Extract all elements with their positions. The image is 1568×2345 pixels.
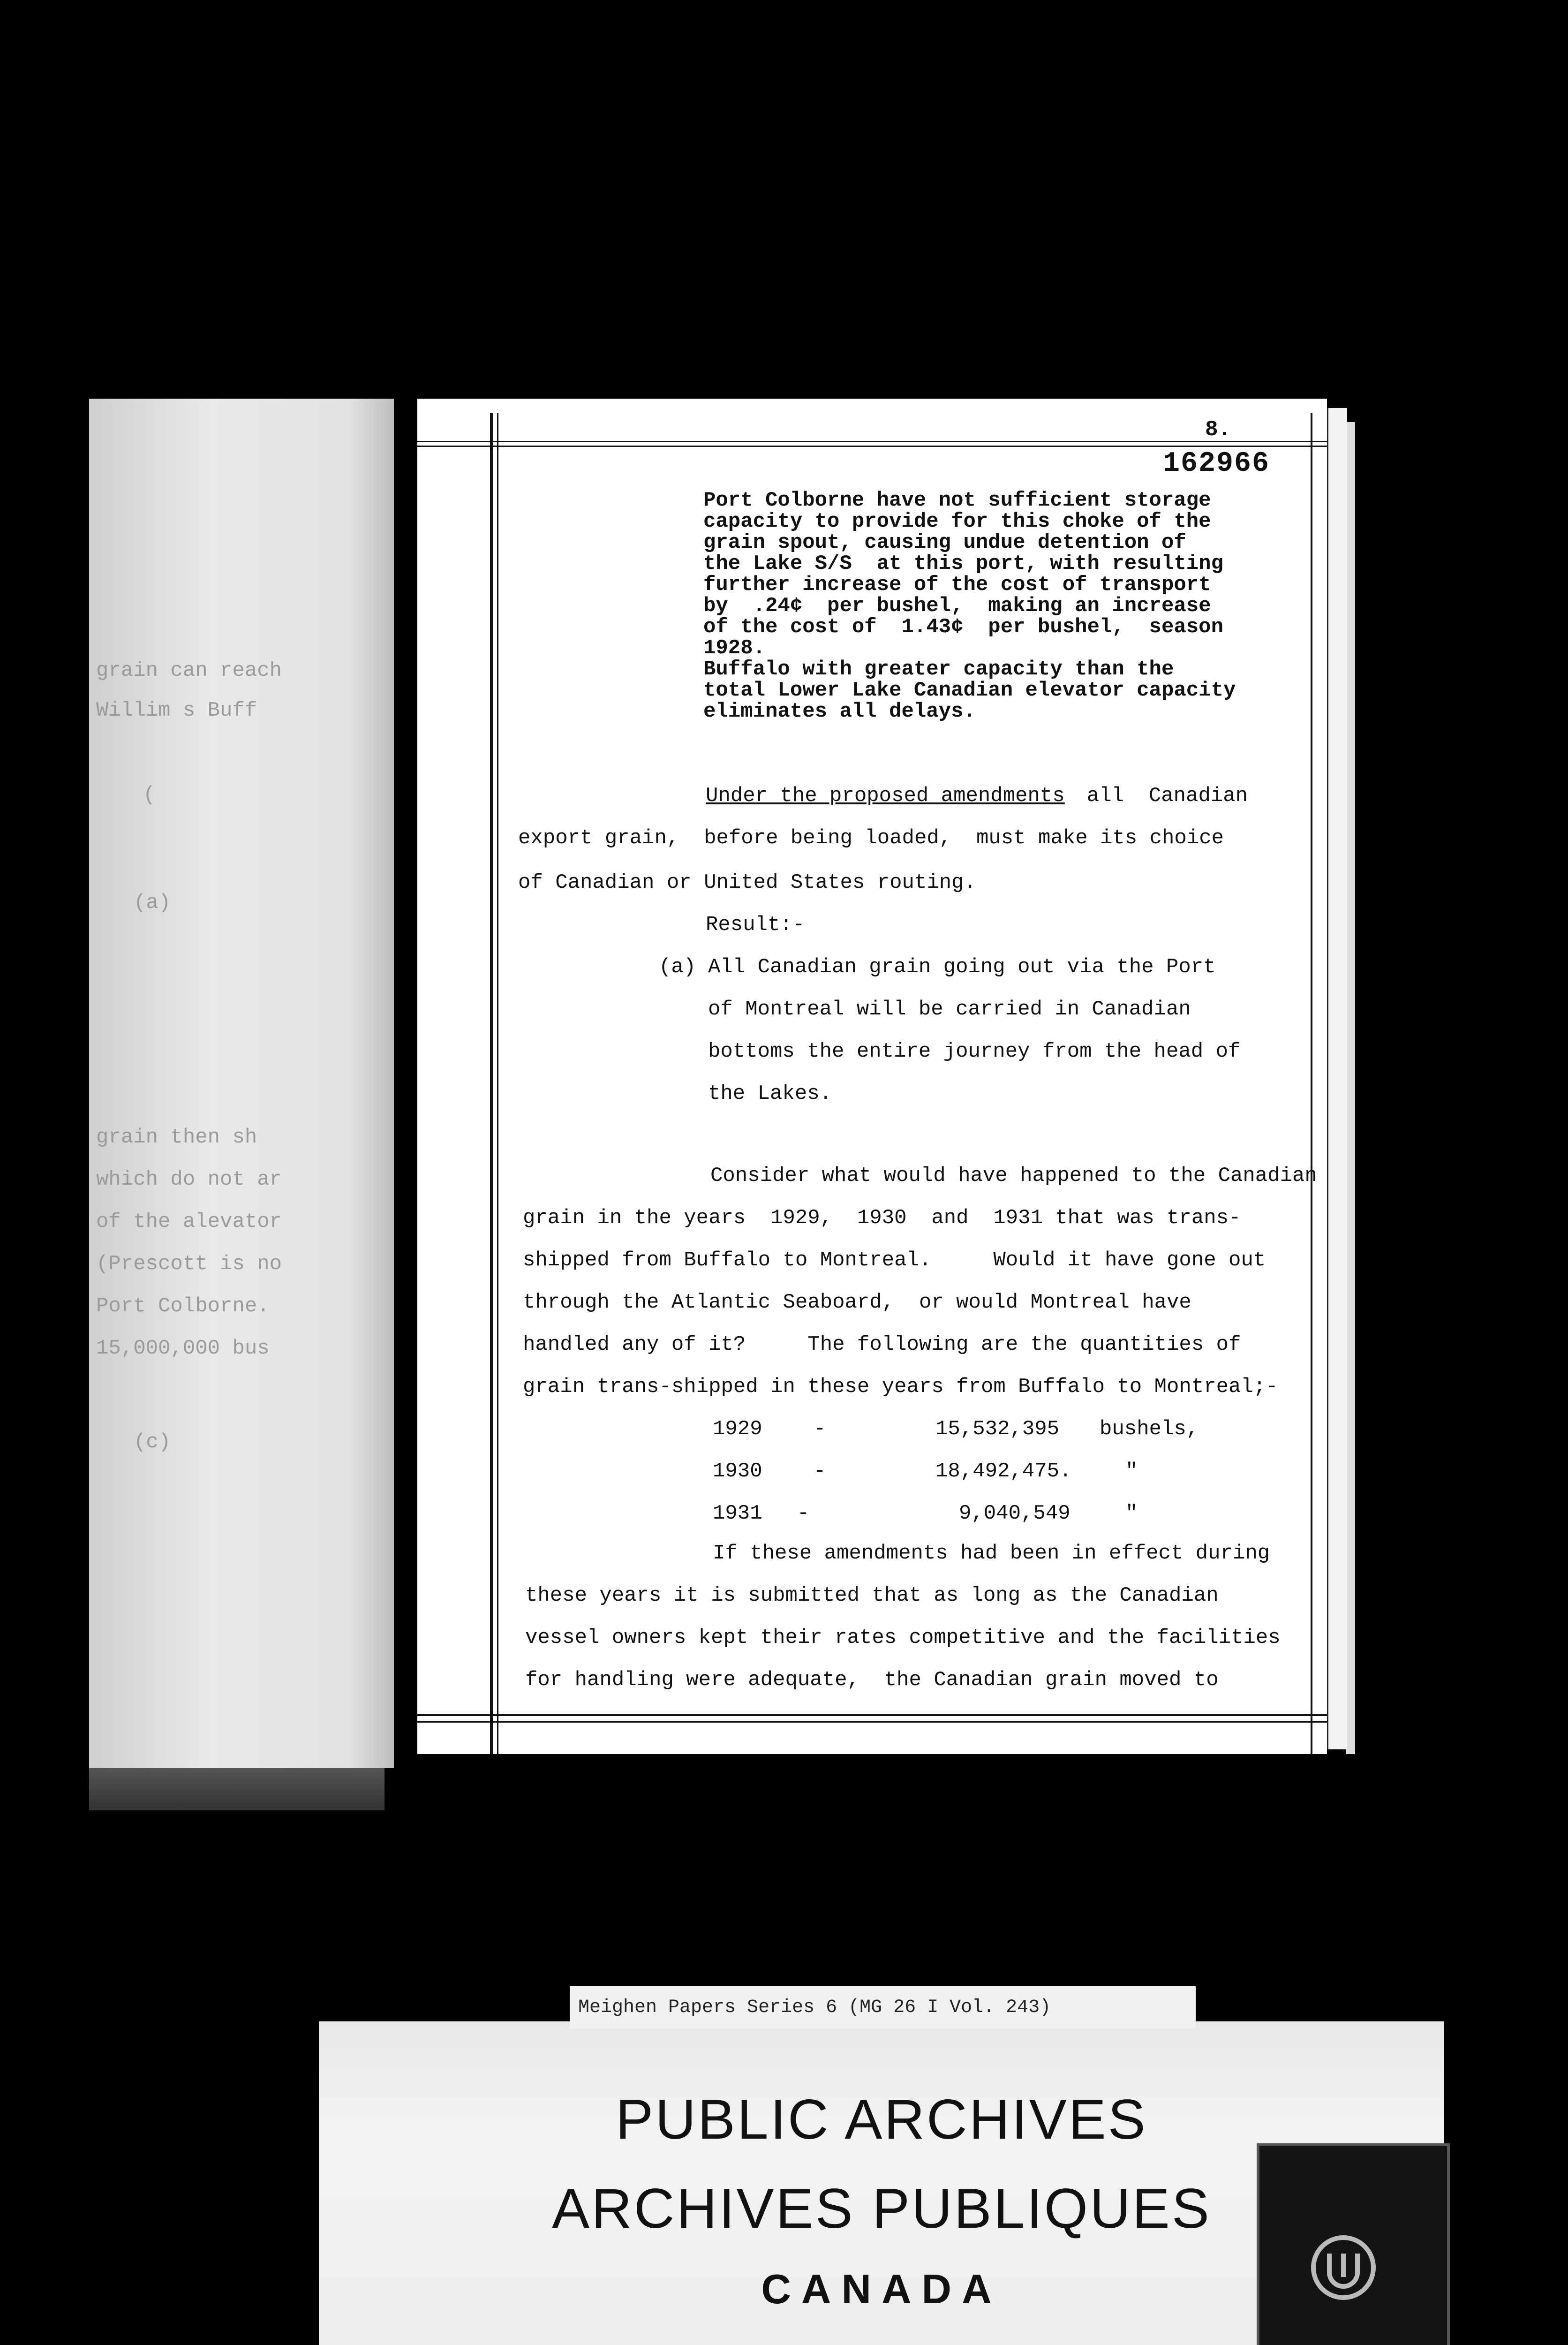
left-fragment: which do not ar xyxy=(96,1168,282,1191)
list-item-line: bottoms the entire journey from the head of xyxy=(708,1040,1241,1063)
table-cell-unit: bushels, xyxy=(1100,1417,1199,1441)
archives-seal-icon xyxy=(1308,2232,1379,2303)
page-number: 8. xyxy=(1205,417,1231,442)
table-cell-unit: " xyxy=(1125,1460,1138,1483)
paragraph-line: all Canadian xyxy=(1062,784,1248,808)
paragraph-line: through the Atlantic Seaboard, or would Montreal have xyxy=(523,1291,1191,1314)
paragraph-line: total Lower Lake Canadian elevator capacity xyxy=(703,679,1236,702)
table-cell-unit: " xyxy=(1125,1502,1138,1525)
amendments-heading: Under the proposed amendments xyxy=(706,784,1065,808)
paragraph-line: of Canadian or United States routing. xyxy=(518,871,976,894)
paragraph-line: Buffalo with greater capacity than the xyxy=(703,658,1174,681)
margin-rule xyxy=(497,413,498,1754)
archive-country: CANADA xyxy=(761,2266,1002,2312)
page-stack-edge xyxy=(1327,408,1347,1749)
left-facing-page xyxy=(89,399,394,1768)
margin-rule xyxy=(1311,413,1312,1754)
archive-title-french: ARCHIVES PUBLIQUES xyxy=(552,2177,1211,2240)
left-fragment: (Prescott is no xyxy=(96,1252,282,1276)
footer-rule xyxy=(417,1714,1327,1716)
left-fragment: Willim s Buff xyxy=(96,699,257,722)
paragraph-line: eliminates all delays. xyxy=(703,700,976,723)
footer-rule xyxy=(417,1721,1327,1723)
paragraph-line: for handling were adequate, the Canadian grain moved to xyxy=(525,1668,1219,1692)
paragraph-line: Consider what would have happened to the Canadian xyxy=(710,1164,1317,1188)
table-cell-amount: 18,492,475. xyxy=(935,1460,1072,1483)
table-cell-amount: 9,040,549 xyxy=(959,1502,1070,1525)
table-cell-amount: 15,532,395 xyxy=(935,1417,1060,1441)
paragraph-line: handled any of it? The following are the quantities of xyxy=(523,1333,1241,1356)
table-cell-dash: - xyxy=(797,1502,810,1525)
list-item-line: the Lakes. xyxy=(708,1082,832,1105)
left-fragment: (a) xyxy=(134,891,171,915)
document-number: 162966 xyxy=(1163,448,1270,480)
left-fragment: of the alevator xyxy=(96,1210,282,1233)
paragraph-line: Port Colborne have not sufficient storage xyxy=(703,489,1211,512)
table-cell-year: 1931 xyxy=(713,1502,762,1525)
list-item-line: All Canadian grain going out via the Port xyxy=(708,955,1216,979)
paragraph-line: grain spout, causing undue detention of xyxy=(703,531,1186,554)
table-cell-dash: - xyxy=(814,1417,826,1441)
paragraph-line: by .24¢ per bushel, making an increase xyxy=(703,594,1211,618)
left-fragment: (c) xyxy=(134,1430,171,1454)
paragraph-line: of the cost of 1.43¢ per bushel, season xyxy=(703,615,1223,639)
left-fragment: ( xyxy=(143,783,156,807)
series-label: Meighen Papers Series 6 (MG 26 I Vol. 243) xyxy=(570,1986,1196,2028)
paragraph-line: 1928. xyxy=(703,636,766,660)
left-fragment: 15,000,000 bus xyxy=(96,1337,270,1360)
paragraph-line: the Lake S/S at this port, with resulting xyxy=(703,552,1223,575)
paragraph-line: grain trans-shipped in these years from Buffalo to Montreal;- xyxy=(523,1375,1278,1399)
table-cell-year: 1929 xyxy=(713,1417,762,1441)
paragraph-line: vessel owners kept their rates competitive and the facilities xyxy=(525,1626,1281,1649)
left-fragment: Port Colborne. xyxy=(96,1294,270,1318)
list-marker: (a) xyxy=(659,955,696,979)
paragraph-line: If these amendments had been in effect during xyxy=(713,1542,1270,1565)
result-label: Result:- xyxy=(706,913,805,937)
paragraph-line: further increase of the cost of transport xyxy=(703,573,1211,597)
table-cell-year: 1930 xyxy=(713,1460,762,1483)
left-page-edge xyxy=(89,1768,384,1810)
margin-rule xyxy=(490,413,493,1754)
paragraph-line: capacity to provide for this choke of the xyxy=(703,510,1211,533)
paragraph-line: export grain, before being loaded, must make its choice xyxy=(518,826,1224,850)
list-item-line: of Montreal will be carried in Canadian xyxy=(708,998,1191,1021)
archive-title-english: PUBLIC ARCHIVES xyxy=(616,2088,1147,2151)
left-fragment: grain then sh xyxy=(96,1126,257,1149)
header-rule xyxy=(417,441,1327,442)
paragraph-line: shipped from Buffalo to Montreal. Would it have gone out xyxy=(523,1248,1266,1272)
paragraph-line: these years it is submitted that as long as the Canadian xyxy=(525,1584,1219,1607)
header-rule xyxy=(417,446,1327,447)
left-fragment: grain can reach xyxy=(96,659,282,682)
paragraph-line: grain in the years 1929, 1930 and 1931 that was trans- xyxy=(523,1206,1241,1230)
table-cell-dash: - xyxy=(814,1460,826,1483)
page-stack-edge xyxy=(1346,422,1355,1754)
